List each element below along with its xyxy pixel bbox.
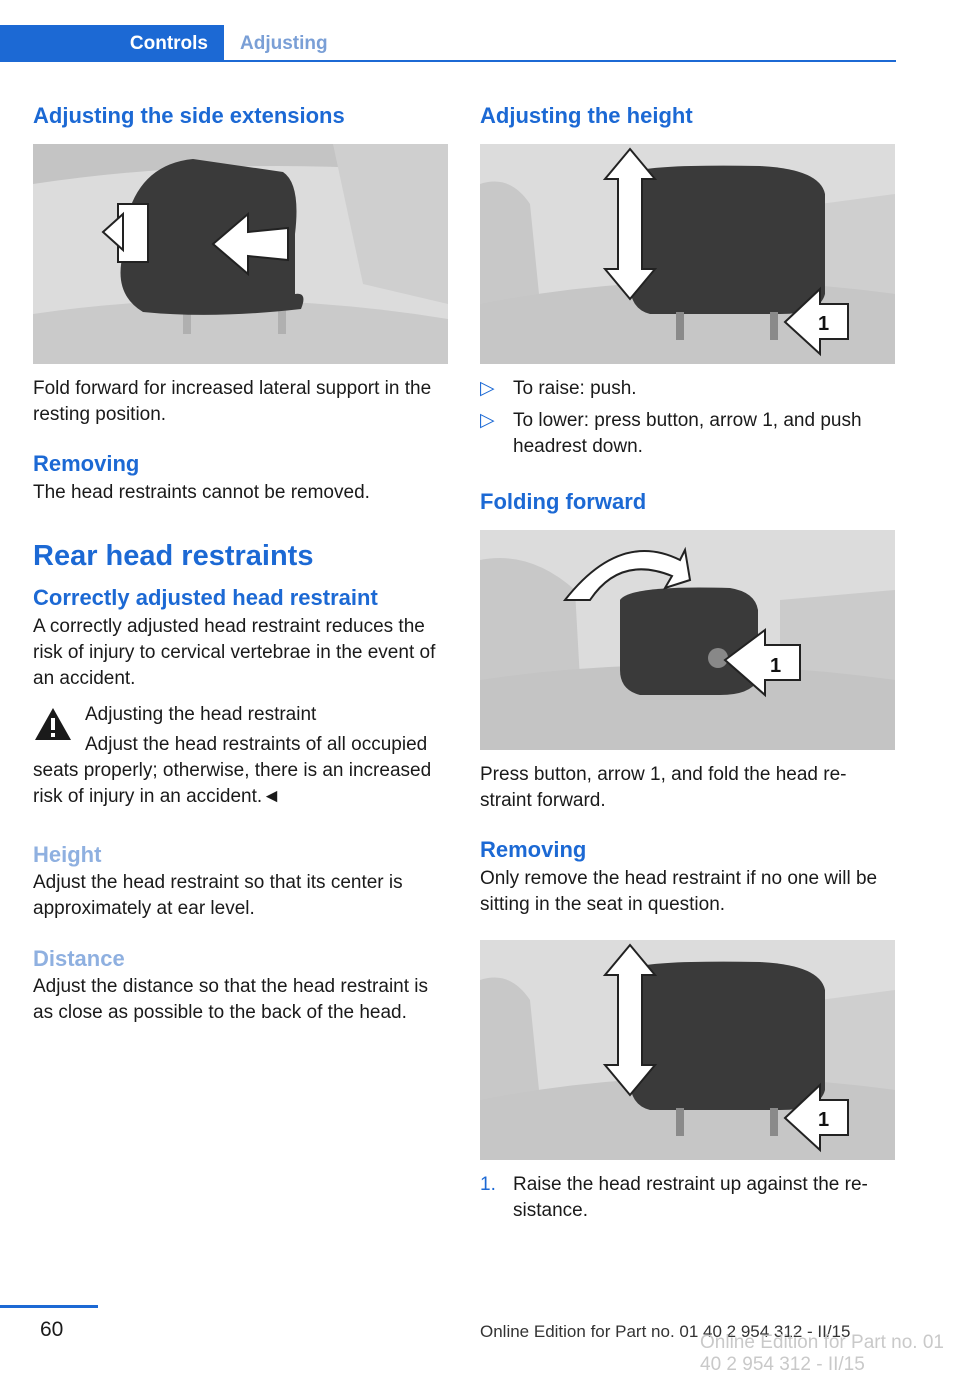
folding-forward-heading: Folding forward	[480, 489, 647, 514]
callout-1: 1	[818, 1109, 830, 1131]
warning-block	[33, 702, 448, 810]
side-extensions-text: Fold forward for increased lateral support in the resting position.	[33, 378, 432, 425]
height-steps	[480, 376, 895, 460]
correctly-adjusted-text: A correctly adjusted head restraint reduces the risk of injury to cervical vertebrae in the event of an accident.	[33, 616, 436, 689]
warning-title: Adjusting the head restraint	[85, 704, 317, 725]
distance-heading: Distance	[33, 946, 125, 971]
list-item	[480, 408, 895, 460]
height-adjust-illustration	[480, 144, 895, 364]
list-item	[480, 1172, 895, 1224]
lower-text: To lower: press button, arrow 1, and push headrest down.	[513, 410, 862, 457]
footer-rule	[0, 1305, 98, 1308]
removing-text-right: Only remove the head restraint if no one will be sitting in the seat in question.	[480, 868, 878, 915]
warning-icon	[33, 706, 73, 742]
tab-adjusting[interactable]: Adjusting	[240, 32, 328, 54]
chapter-tabs	[0, 25, 896, 62]
removing-text-left: The head restraints cannot be removed.	[33, 482, 370, 503]
warning-text: Adjust the head restraints of all occupied seats properly; otherwise, there is an increased risk of injury in an accident.◄	[33, 734, 432, 807]
height-text: Adjust the head restraint so that its center is approximately at ear level.	[33, 872, 403, 919]
removing-illustration	[480, 940, 895, 1160]
adjusting-height-heading: Adjusting the height	[480, 103, 693, 128]
correctly-adjusted-heading: Correctly adjusted head restraint	[33, 585, 378, 610]
step-number: 1.	[480, 1174, 496, 1195]
rear-head-restraints-heading: Rear head restraints	[33, 540, 314, 572]
removing-heading-right: Removing	[480, 837, 587, 862]
tab-controls[interactable]: Controls	[0, 25, 224, 62]
removing-heading-left: Removing	[33, 451, 140, 476]
side-extensions-heading: Adjusting the side extensions	[33, 103, 345, 128]
folding-forward-text: Press button, arrow 1, and fold the head re‐straint forward.	[480, 764, 847, 811]
side-extension-illustration	[33, 144, 448, 364]
page-number: 60	[40, 1318, 64, 1341]
bullet-icon: ▷	[480, 410, 495, 431]
distance-text: Adjust the distance so that the head restraint is as close as possible to the back of the head.	[33, 976, 429, 1023]
step-1-text: Raise the head restraint up against the re‐sistance.	[513, 1174, 868, 1221]
tab-underline	[224, 60, 896, 62]
folding-forward-illustration	[480, 530, 895, 750]
edition-text: Online Edition for Part no. 01 40 2 954 312 - II/15	[480, 1322, 851, 1341]
bullet-icon: ▷	[480, 378, 495, 399]
callout-1: 1	[818, 313, 830, 335]
raise-text: To raise: push.	[513, 378, 637, 399]
callout-1: 1	[770, 655, 782, 677]
right-column	[480, 100, 895, 1224]
list-item	[480, 376, 895, 402]
height-heading: Height	[33, 842, 102, 867]
left-column	[33, 100, 448, 1026]
watermark: Online Edition for Part no. 01 40 2 954 312 - II/15	[700, 1332, 944, 1375]
